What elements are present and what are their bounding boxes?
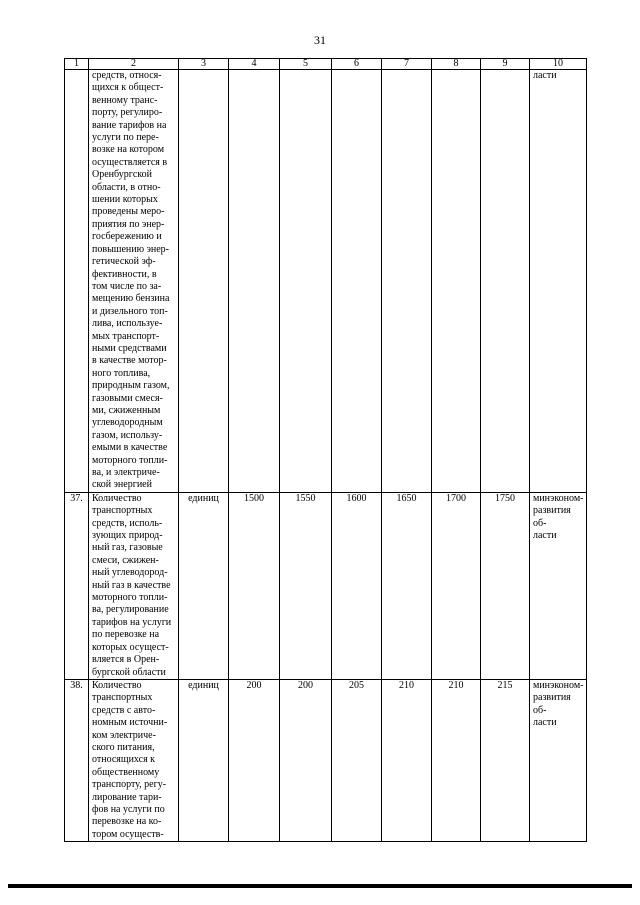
value-cell: 210 [382,679,432,841]
value-cell [332,70,382,493]
unit-cell: единиц [179,679,229,841]
value-cell [382,70,432,493]
value-cell: 205 [332,679,382,841]
column-header-row [65,59,587,70]
column-header: 4 [229,59,280,70]
value-cell [432,70,481,493]
indicator-description: средств, относя- щихся к общест- венному транс- порту, регулиро- вание тарифов на услуги по пере- возке на котором осуществляется в Оренбургской области, в отно- шении которых проведены меро- приятия по энер- госбережению и повышению энер- гетической эф- фективности, в том числе по за- мещению бензина и дизельного топ- лива, используе- мых транспорт- ными средствами в качестве мотор- ного топлива, природным газом, газовыми смеся- ми, сжиженным углеводородным газом, использу- емыми в качестве моторного топли- ва, и электриче- ской энергией [89,70,179,493]
bottom-rule [8,884,632,888]
value-cell [229,70,280,493]
column-header: 2 [89,59,179,70]
value-cell: 215 [481,679,530,841]
responsible-cell: минэконом- развития об- ласти [530,492,587,679]
value-cell: 1700 [432,492,481,679]
indicator-description: Количество транспортных средств, исполь- зующих природ- ный газ, газовые смеси, сжижен- ный углеводород- ный газ в качестве моторного топли- ва, регулирование тарифов на услуги по перевозке на которых осущест- вляется в Орен- бургской области [89,492,179,679]
unit-cell [179,70,229,493]
column-header: 9 [481,59,530,70]
column-header: 6 [332,59,382,70]
table-row [65,679,587,841]
page-number: 31 [314,33,326,47]
value-cell: 200 [229,679,280,841]
column-header: 1 [65,59,89,70]
value-cell [280,70,332,493]
row-number [65,70,89,493]
table-row [65,492,587,679]
column-header: 10 [530,59,587,70]
column-header: 3 [179,59,229,70]
value-cell: 200 [280,679,332,841]
value-cell: 1750 [481,492,530,679]
value-cell [481,70,530,493]
responsible-cell: ласти [530,70,587,493]
column-header: 8 [432,59,481,70]
indicators-table [64,58,587,842]
table-row [65,70,587,493]
value-cell: 1550 [280,492,332,679]
row-number: 38. [65,679,89,841]
unit-cell: единиц [179,492,229,679]
value-cell: 1500 [229,492,280,679]
indicator-description: Количество транспортных средств с авто- номным источни- ком электриче- ского питания, относящихся к общественному транспорту, регу- лирование тари- фов на услуги по перевозке на ко- тором осуществ- [89,679,179,841]
value-cell: 1600 [332,492,382,679]
responsible-cell: минэконом- развития об- ласти [530,679,587,841]
value-cell: 1650 [382,492,432,679]
row-number: 37. [65,492,89,679]
value-cell: 210 [432,679,481,841]
column-header: 5 [280,59,332,70]
column-header: 7 [382,59,432,70]
